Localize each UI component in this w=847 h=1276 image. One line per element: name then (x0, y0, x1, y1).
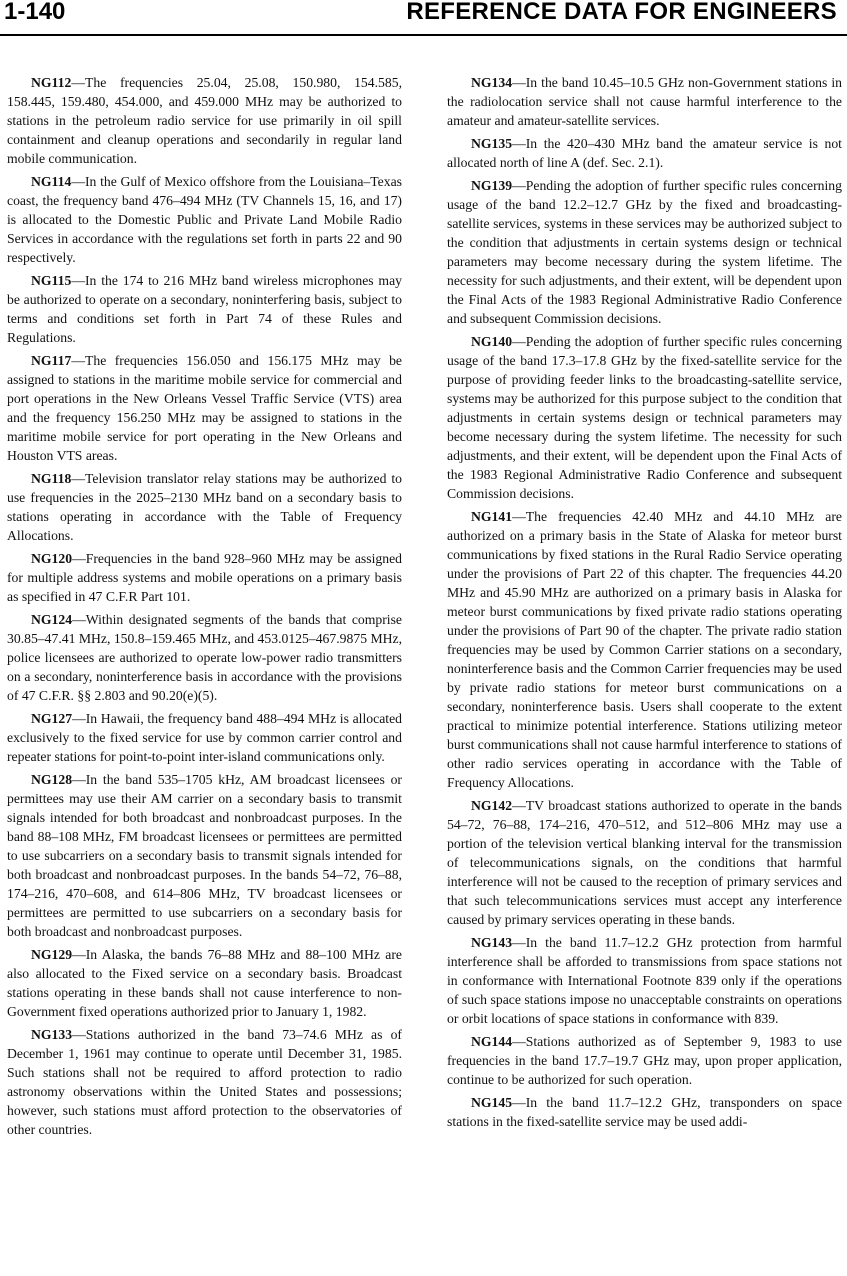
footnote-text: —TV broadcast stations authorized to operate in the bands 54–72, 76–88, 174–216, 470–512, and 512–806 MHz may use a portion of the television vertical blanking interval for the transmission of telecommunications signals, on the conditions that harmful interference will not be caused to the reception of primary services and that such telecommunications services must accept any interference caused by primary services operating in these bands. (447, 798, 842, 927)
page-header (0, 0, 847, 36)
footnote-paragraph (7, 549, 402, 606)
footnote-paragraph (447, 933, 842, 1028)
footnote-paragraph (7, 73, 402, 168)
footnote-paragraph (447, 507, 842, 792)
footnote-text: —In the band 11.7–12.2 GHz protection from harmful interference shall be afforded to transmissions from space stations not in conformance with International Footnote 839 only if the operations of such space stations impose no unacceptable constraints on operations or orbit locations of space stations in conformance with 839. (447, 935, 842, 1026)
footnote-paragraph (447, 1093, 842, 1131)
footnote-text: —In the band 535–1705 kHz, AM broadcast licensees or permittees may use their AM carrier on a secondary basis to transmit signals intended for both broadcast and nonbroadcast purposes. In the band 88–108 MHz, FM broadcast licensees or permittees are permitted to use subcarriers on a secondary basis to transmit signals intended for both broadcast and nonbroadcast purposes. In the bands 54–72, 76–88, 174–216, 470–608, and 614–806 MHz, TV broadcast licensees or permittees are permitted to use subcarriers on a secondary basis for both broadcast and nonbroadcast purposes. (7, 772, 402, 939)
footnote-text: —Frequencies in the band 928–960 MHz may be assigned for multiple address systems and mobile operations on a primary basis as specified in 47 C.F.R Part 101. (7, 551, 402, 604)
footnote-text: —Pending the adoption of further specific rules concerning usage of the band 17.3–17.8 GHz by the fixed-satellite service for the purpose of providing feeder links to the broadcasting-satellite service, systems may be authorized for this purpose subject to the condition that adjustments in certain systems design or technical parameters may become necessary during the system lifetime. The necessity for such adjustments, and their extent, will be dependent upon the Final Acts of the 1983 Regional Administrative Radio Conference and subsequent Commission decisions. (447, 334, 842, 501)
footnote-id: NG134 (471, 75, 513, 90)
footnote-text: —In the band 11.7–12.2 GHz, transponders on space stations in the fixed-satellite service may be used addi- (447, 1095, 842, 1129)
footnote-id: NG139 (471, 178, 513, 193)
footnote-text: —In the Gulf of Mexico offshore from the Louisiana–Texas coast, the frequency band 476–494 MHz (TV Channels 15, 16, and 17) is allocated to the Domestic Public and Private Land Mobile Radio Services in accordance with the regulations set forth in parts 22 and 90 respectively. (7, 174, 402, 265)
footnote-text: —Pending the adoption of further specific rules concerning usage of the band 12.2–12.7 GHz by the fixed and broadcasting-satellite services, systems in these services may be authorized subject to the condition that adjustments in certain systems design or technical parameters may become necessary during the system lifetime. The necessity for such adjustments, and their extent, will be dependent upon the Final Acts of the 1983 Regional Administrative Radio Conference and subsequent Commission decisions. (447, 178, 842, 326)
footnote-paragraph (7, 709, 402, 766)
footnote-id: NG133 (31, 1027, 73, 1042)
footnote-id: NG140 (471, 334, 513, 349)
footnote-id: NG120 (31, 551, 73, 566)
footnote-paragraph (447, 73, 842, 130)
footnote-id: NG112 (31, 75, 72, 90)
right-column (447, 73, 842, 1135)
footnote-text: —In Alaska, the bands 76–88 MHz and 88–100 MHz are also allocated to the Fixed service on a secondary basis. Broadcast stations operating in these bands shall not cause interference to non-Government fixed operations authorized prior to January 1, 1982. (7, 947, 402, 1019)
footnote-text: —Stations authorized in the band 73–74.6 MHz as of December 1, 1961 may continue to operate until December 31, 1985. Such stations shall not be required to afford protection to radio astronomy observations within the United States and possessions; however, such stations must afford protection to the observatories of other countries. (7, 1027, 402, 1137)
footnote-paragraph (7, 770, 402, 941)
footnote-paragraph (7, 1025, 402, 1139)
left-column (7, 73, 402, 1143)
footnote-id: NG129 (31, 947, 73, 962)
footnote-paragraph (447, 1032, 842, 1089)
footnote-text: —In the band 10.45–10.5 GHz non-Government stations in the radiolocation service shall not cause harmful interference to the amateur and amateur-satellite services. (447, 75, 842, 128)
footnote-text: —In the 420–430 MHz band the amateur service is not allocated north of line A (def. Sec. 2.1). (447, 136, 842, 170)
footnote-id: NG117 (31, 353, 72, 368)
footnote-paragraph (7, 610, 402, 705)
footnote-text: —In Hawaii, the frequency band 488–494 MHz is allocated exclusively to the fixed service for use by common carrier control and repeater stations for point-to-point inter-island communications only. (7, 711, 402, 764)
footnote-id: NG124 (31, 612, 73, 627)
footnote-text: —Stations authorized as of September 9, 1983 to use frequencies in the band 17.7–19.7 GHz may, upon proper application, continue to be authorized for such operation. (447, 1034, 842, 1087)
footnote-id: NG145 (471, 1095, 513, 1110)
footnote-paragraph (7, 172, 402, 267)
footnote-paragraph (7, 351, 402, 465)
footnote-id: NG141 (471, 509, 513, 524)
footnote-id: NG115 (31, 273, 72, 288)
footnote-paragraph (447, 134, 842, 172)
footnote-paragraph (447, 176, 842, 328)
footnote-id: NG142 (471, 798, 513, 813)
footnote-id: NG118 (31, 471, 72, 486)
footnote-text: —The frequencies 25.04, 25.08, 150.980, 154.585, 158.445, 159.480, 454.000, and 459.000 MHz may be authorized to stations in the petroleum radio service for use primarily in oil spill containment and cleanup operations and secondarily in regular land mobile communication. (7, 75, 402, 166)
footnote-text: —Television translator relay stations may be authorized to use frequencies in the 2025–2130 MHz band on a secondary basis to stations operating in accordance with the Table of Frequency Allocations. (7, 471, 402, 543)
footnote-paragraph (7, 945, 402, 1021)
footnote-paragraph (447, 332, 842, 503)
footnote-id: NG128 (31, 772, 73, 787)
running-title: REFERENCE DATA FOR ENGINEERS (406, 0, 837, 25)
footnote-text: —The frequencies 42.40 MHz and 44.10 MHz are authorized on a primary basis in the State of Alaska for meteor burst communications by fixed stations in the Rural Radio Service operating under the provisions of Part 22 of this chapter. The frequencies 44.20 MHz and 45.90 MHz are authorized on a primary basis in Alaska for meteor burst communications by fixed private radio stations operating under the provisions of Part 90 of the chapter. The private radio station frequencies may be used by Common Carrier stations on a secondary, noninterference basis and the Common Carrier frequencies may be used by private radio stations for meteor burst communications on a secondary, noninterference basis. Users shall cooperate to the extent practical to minimize potential interference. Stations utilizing meteor burst communications shall not cause harmful interference to stations of other radio services operating in accordance with the Table of Frequency Allocations. (447, 509, 842, 790)
footnote-id: NG144 (471, 1034, 513, 1049)
footnote-id: NG135 (471, 136, 513, 151)
footnote-paragraph (7, 271, 402, 347)
footnote-id: NG127 (31, 711, 73, 726)
footnote-text: —Within designated segments of the bands that comprise 30.85–47.41 MHz, 150.8–159.465 MHz, and 453.0125–467.9875 MHz, police licensees are authorized to operate low-power radio transmitters on a secondary, noninterference basis in accordance with the provisions of 47 C.F.R. §§ 2.803 and 90.20(e)(5). (7, 612, 403, 703)
footnote-text: —The frequencies 156.050 and 156.175 MHz may be assigned to stations in the maritime mobile service for commercial and port operations in the New Orleans Vessel Traffic Service (VTS) area and the frequency 156.250 MHz may be assigned to stations in the maritime mobile service for port operating in the New Orleans and Houston VTS areas. (7, 353, 402, 463)
page-number: 1-140 (4, 0, 66, 25)
footnote-id: NG114 (31, 174, 72, 189)
footnote-id: NG143 (471, 935, 513, 950)
footnote-text: —In the 174 to 216 MHz band wireless microphones may be authorized to operate on a secondary, noninterfering basis, subject to terms and conditions set forth in Part 74 of these Rules and Regulations. (7, 273, 402, 345)
footnote-paragraph (7, 469, 402, 545)
footnote-paragraph (447, 796, 842, 929)
